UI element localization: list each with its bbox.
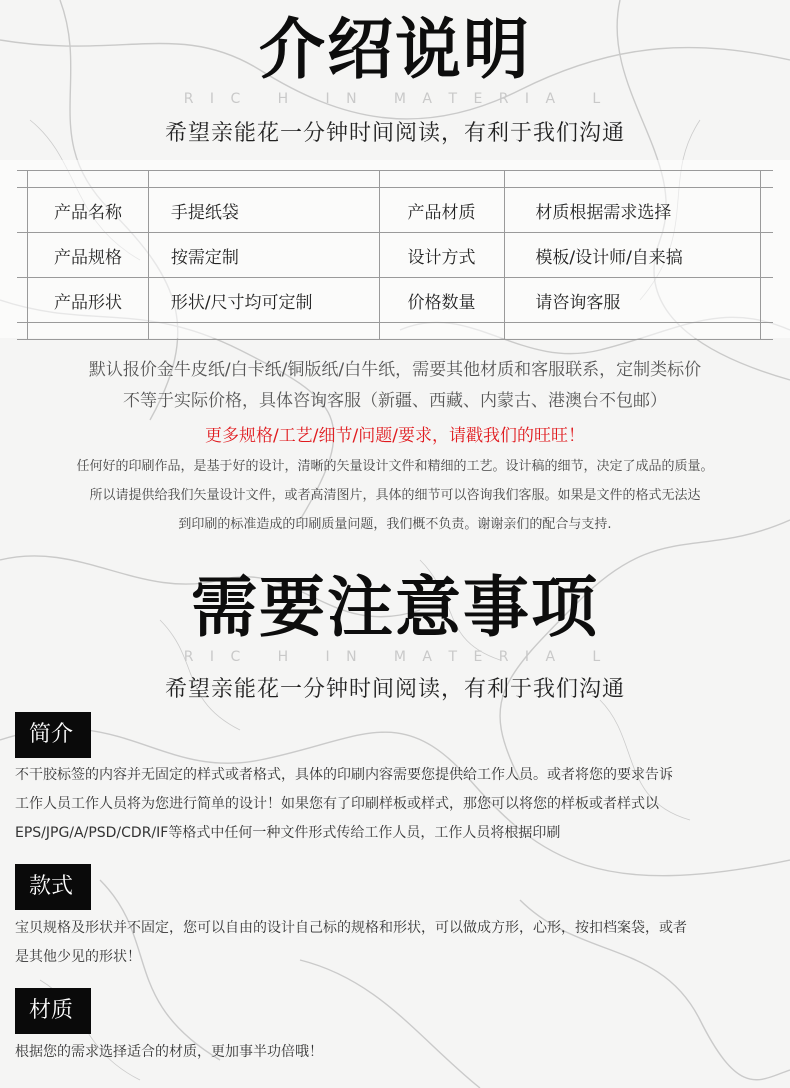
- intro-subtitle: 希望亲能花一分钟时间阅读，有利于我们沟通: [164, 121, 625, 146]
- spec-table: [17, 170, 773, 340]
- spec-value: 手提纸袋: [148, 188, 379, 233]
- notice-title: 需要注意事项: [191, 569, 599, 646]
- spec-row: [17, 188, 773, 233]
- spec-label: 产品材质: [379, 188, 505, 233]
- spec-value: 材质根据需求选择: [505, 188, 761, 233]
- spec-row: [17, 233, 773, 278]
- material-text-line: 根据您的需求选择适合的材质，更加事半功倍哦！: [15, 1044, 323, 1060]
- intro-title: 介绍说明: [259, 11, 531, 88]
- contact-highlight: 更多规格/工艺/细节/问题/要求，请戳我们的旺旺！: [205, 426, 585, 446]
- spec-label: 价格数量: [379, 278, 505, 323]
- intro-text-line: 工作人员工作人员将为您进行简单的设计！如果您有了印刷样板或样式，那您可以将您的样板或者样式以: [15, 796, 659, 812]
- spec-label: 设计方式: [379, 233, 505, 278]
- spec-value: 模板/设计师/自来搞: [505, 233, 761, 278]
- spec-label: 产品形状: [27, 278, 148, 323]
- style-text-line: 宝贝规格及形状并不固定，您可以自由的设计自己标的规格和形状，可以做成方形，心形，按扣档案袋，或者: [15, 920, 687, 936]
- spec-table-top-edge: [17, 171, 773, 188]
- design-note-line: 到印刷的标准造成的印刷质量问题，我们概不负责。谢谢亲们的配合与支持.: [178, 517, 612, 532]
- design-note-line: 任何好的印刷作品，是基于好的设计，清晰的矢量设计文件和精细的工艺。设计稿的细节，决定了成品的质量。: [76, 459, 714, 474]
- shipping-note: 不等于实际价格，具体咨询客服（新疆、西藏、内蒙古、港澳台不包邮）: [123, 391, 667, 411]
- design-note-line: 所以请提供给我们矢量设计文件，或者高清图片，具体的细节可以咨询我们客服。如果是文件的格式无法达: [89, 488, 701, 503]
- intro-watermark: R I C H I N M A T E R I A L: [183, 91, 607, 107]
- spec-table-panel: [0, 160, 790, 338]
- spec-value: 形状/尺寸均可定制: [148, 278, 379, 323]
- section-tag-style: 款式: [15, 864, 91, 910]
- spec-row: [17, 278, 773, 323]
- pricing-note: 默认报价金牛皮纸/白卡纸/铜版纸/白牛纸，需要其他材质和客服联系，定制类标价: [88, 360, 702, 380]
- notice-watermark: R I C H I N M A T E R I A L: [183, 649, 607, 665]
- section-tag-intro: 简介: [15, 712, 91, 758]
- spec-value: 请咨询客服: [505, 278, 761, 323]
- spec-label: 产品规格: [27, 233, 148, 278]
- spec-label: 产品名称: [27, 188, 148, 233]
- section-tag-material: 材质: [15, 988, 91, 1034]
- spec-value: 按需定制: [148, 233, 379, 278]
- notice-subtitle: 希望亲能花一分钟时间阅读，有利于我们沟通: [164, 677, 625, 702]
- spec-table-bottom-edge: [17, 323, 773, 340]
- style-text-line: 是其他少见的形状！: [15, 949, 141, 965]
- intro-text-line: EPS/JPG/A/PSD/CDR/IF等格式中任何一种文件形式传给工作人员，工作人员将根据印刷: [15, 825, 561, 841]
- intro-text-line: 不干胶标签的内容并无固定的样式或者格式，具体的印刷内容需要您提供给工作人员。或者将您的要求告诉: [15, 767, 673, 783]
